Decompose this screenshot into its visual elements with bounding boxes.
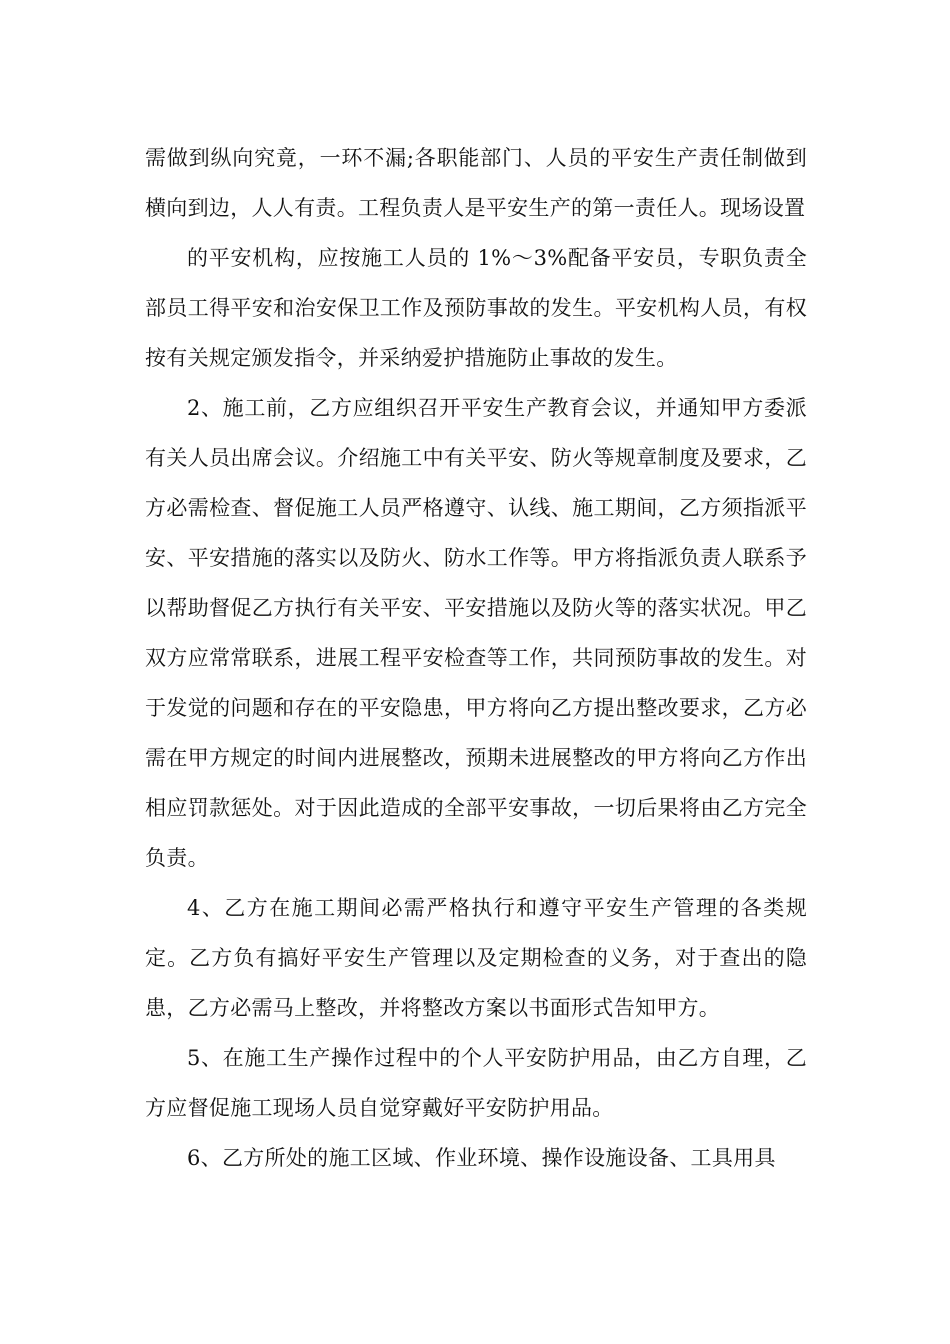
paragraph-4: 4、乙方在施工期间必需严格执行和遵守平安生产管理的各类规定。乙方负有搞好平安生产管理以及定期检查的义务，对于查出的隐患，乙方必需马上整改，并将整改方案以书面形式告知甲方。 [145, 896, 807, 1020]
paragraph-1: 需做到纵向究竟，一环不漏;各职能部门、人员的平安生产责任制做到横向到边，人人有责。工程负责人是平安生产的第一责任人。现场设置 [145, 146, 807, 220]
paragraph-2: 的平安机构，应按施工人员的 1%～3%配备平安员，专职负责全部员工得平安和治安保卫工作及预防事故的发生。平安机构人员，有权按有关规定颁发指令，并采纳爱护措施防止事故的发生。 [145, 246, 807, 370]
paragraph-5: 5、在施工生产操作过程中的个人平安防护用品，由乙方自理，乙方应督促施工现场人员自觉穿戴好平安防护用品。 [145, 1046, 807, 1120]
paragraph-6: 6、乙方所处的施工区域、作业环境、操作设施设备、工具用具 [187, 1146, 776, 1170]
paragraph-3: 2、施工前，乙方应组织召开平安生产教育会议，并通知甲方委派有关人员出席会议。介绍施工中有关平安、防火等规章制度及要求，乙方必需检查、督促施工人员严格遵守、认线、施工期间，乙方须指派平安、平安措施的落实以及防火、防水工作等。甲方将指派负责人联系予以帮助督促乙方执行有关平安、平安措施以及防火等的落实状况。甲乙双方应常常联系，进展工程平安检查等工作，共同预防事故的发生。对于发觉的问题和存在的平安隐患，甲方将向乙方提出整改要求，乙方必需在甲方规定的时间内进展整改，预期未进展整改的甲方将向乙方作出相应罚款惩处。对于因此造成的全部平安事故，一切后果将由乙方完全负责。 [145, 396, 807, 870]
document-page [145, 133, 807, 1183]
